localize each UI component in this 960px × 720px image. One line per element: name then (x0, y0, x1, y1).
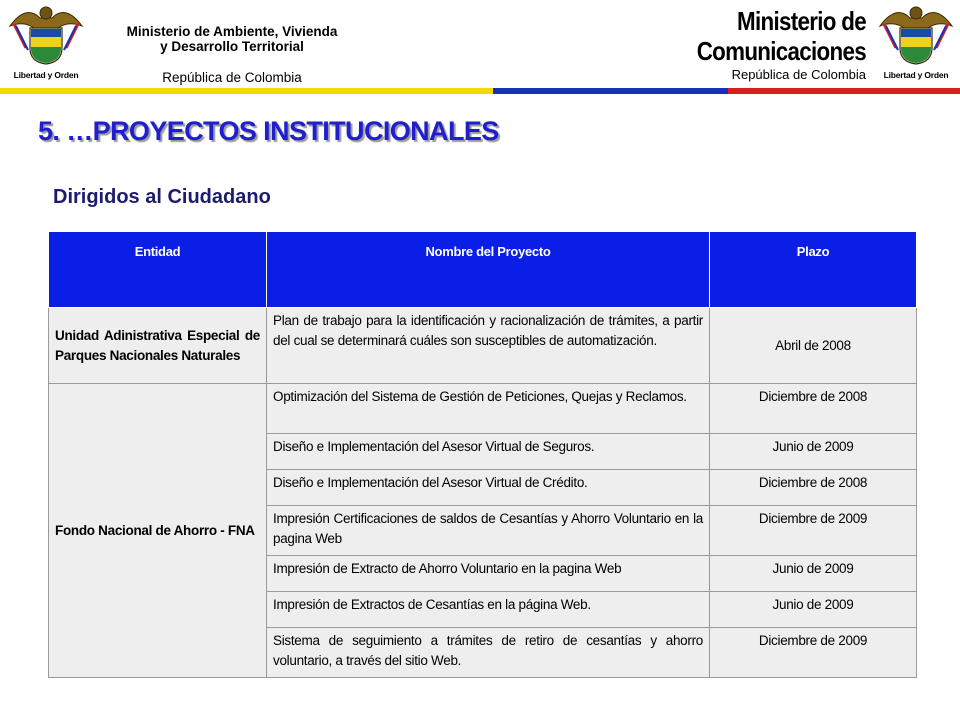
entity-cell: Fondo Nacional de Ahorro - FNA (49, 384, 267, 678)
left-country: República de Colombia (162, 70, 302, 85)
flag-stripe-yellow (0, 88, 493, 94)
flag-stripe-blue (493, 88, 728, 94)
project-name-cell: Impresión de Extracto de Ahorro Voluntario en la pagina Web (267, 556, 710, 592)
header-project-name: Nombre del Proyecto (267, 232, 710, 308)
table-row (49, 308, 917, 384)
project-name-cell: Impresión Certificaciones de saldos de Cesantías y Ahorro Voluntario en la pagina Web (267, 506, 710, 556)
right-country: República de Colombia (731, 67, 866, 82)
header-deadline: Plazo (710, 232, 917, 308)
entity-cell: Unidad Adinistrativa Especial de Parques Nacionales Naturales (49, 308, 267, 384)
deadline-cell: Diciembre de 2008 (710, 384, 917, 434)
project-name-cell: Sistema de seguimiento a trámites de retiro de cesantías y ahorro voluntario, a través del sitio Web. (267, 628, 710, 678)
right-ministry-line2: Comunicaciones (696, 36, 866, 66)
project-name-cell: Diseño e Implementación del Asesor Virtual de Seguros. (267, 434, 710, 470)
deadline-cell: Diciembre de 2008 (710, 470, 917, 506)
projects-table (48, 231, 917, 678)
coat-of-arms-left (6, 4, 86, 86)
table-row (49, 384, 917, 434)
left-ministry-name (96, 24, 368, 54)
project-name-cell: Optimización del Sistema de Gestión de Peticiones, Quejas y Reclamos. (267, 384, 710, 434)
project-name-cell: Impresión de Extractos de Cesantías en la página Web. (267, 592, 710, 628)
deadline-cell: Junio de 2009 (710, 556, 917, 592)
flag-stripe (0, 88, 960, 94)
flag-stripe-red (728, 88, 960, 94)
left-ministry-line2: y Desarrollo Territorial (160, 39, 304, 54)
right-ministry-name (689, 6, 866, 66)
deadline-cell: Junio de 2009 (710, 592, 917, 628)
left-ministry-line1: Ministerio de Ambiente, Vivienda (126, 24, 338, 39)
page-title: 5. …PROYECTOS INSTITUCIONALES (38, 116, 499, 146)
deadline-cell: Diciembre de 2009 (710, 506, 917, 556)
deadline-cell: Abril de 2008 (710, 308, 917, 384)
project-name-cell: Plan de trabajo para la identificación y racionalización de trámites, a partir del cual se determinará cuáles son susceptibles de automatización. (267, 308, 710, 384)
right-ministry-line1: Ministerio de (737, 6, 866, 36)
header-entity: Entidad (49, 232, 267, 308)
coat-of-arms-right (876, 4, 956, 86)
coat-of-arms-icon (6, 4, 86, 66)
crest-motto-right: Libertad y Orden (883, 70, 949, 80)
section-title: Dirigidos al Ciudadano (53, 186, 271, 208)
deadline-cell: Diciembre de 2009 (710, 628, 917, 678)
crest-motto-left: Libertad y Orden (13, 70, 79, 80)
project-name-cell: Diseño e Implementación del Asesor Virtual de Crédito. (267, 470, 710, 506)
coat-of-arms-icon (876, 4, 956, 66)
table-header-row (49, 232, 917, 308)
deadline-cell: Junio de 2009 (710, 434, 917, 470)
